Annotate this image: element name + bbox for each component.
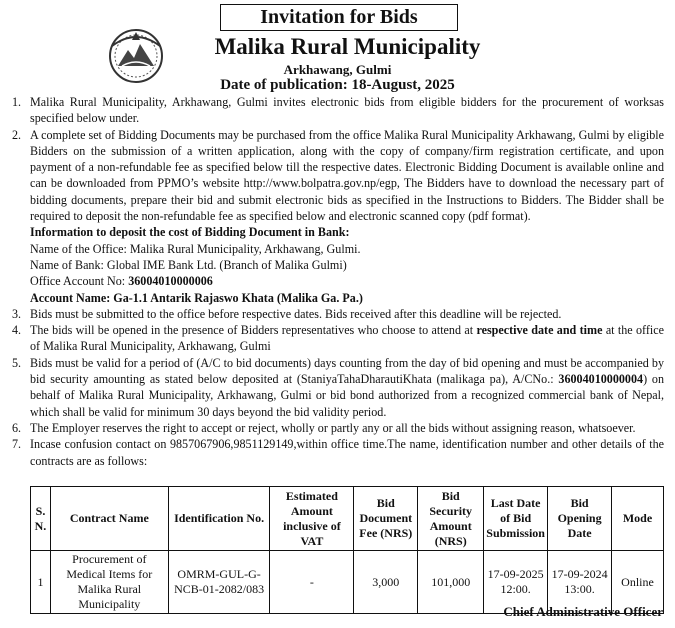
organization-name: Malika Rural Municipality — [214, 34, 481, 59]
bank-name: Name of Bank: Global IME Bank Ltd. (Branch of Malika Gulmi) — [30, 257, 347, 272]
notice-title: Invitation for Bids — [220, 4, 458, 31]
item-text: Bids must be submitted to the office before respective dates. Bids received after this deadline will be rejected. — [30, 306, 562, 321]
notice-body — [9, 94, 664, 469]
item-number: 6. — [12, 420, 22, 435]
item-number: 4. — [12, 323, 22, 338]
cell-estimated-amount: - — [270, 551, 354, 614]
office-name: Name of the Office: Malika Rural Municipality, Arkhawang, Gulmi. — [30, 241, 361, 256]
organization-address: Arkhawang, Gulmi — [283, 62, 392, 77]
header-identification-no: Identification No. — [168, 487, 270, 551]
list-item: 5. Bids must be valid for a period of (A/C to bid documents) days counting from the day of bid opening and must be accompanied by bid security amounting as stated below deposited at (StaniyaTahaDharautiKhata (malikaga pa), A/CNo.: 36004010000004) on behalf of Malika Rural Municipality, Arkhawang, Gulmi or bid bond authorized from a recognized commercial bank of Nepal, which shall be valid for minimum 30 days beyond the bid validity period. — [12, 355, 664, 419]
header-mode: Mode — [612, 487, 664, 551]
cell-opening-date: 17-09-2024 13:00. — [548, 551, 612, 614]
header-sn: S. N. — [31, 487, 51, 551]
list-item — [9, 420, 664, 436]
item-number: 5. — [12, 355, 22, 370]
item-text: The Employer reserves the right to accept or reject, wholly or partly any or all the bids without assigning reason, whatsoever. — [30, 420, 636, 435]
cell-sn: 1 — [31, 551, 51, 614]
item-number: 3. — [12, 306, 22, 321]
header-last-date: Last Date of Bid Submission — [484, 487, 548, 551]
cell-bid-document-fee: 3,000 — [354, 551, 418, 614]
list-item — [9, 94, 664, 127]
item-text: Incase confusion contact on 9857067906,9851129149,within office time.The name, identification number and other details of the contracts are as follows: — [30, 437, 664, 468]
item-number: 2. — [12, 127, 22, 142]
publication-date: Date of publication: 18-August, 2025 — [220, 77, 455, 93]
list-item — [9, 306, 664, 322]
cell-identification-no: OMRM-GUL-G-NCB-01-2082/083 — [168, 551, 270, 614]
deposit-heading: Information to deposit the cost of Bidding Document in Bank: — [30, 225, 350, 240]
item-text: A complete set of Bidding Documents may be purchased from the office Malika Rural Municipality Arkhawang, Gulmi by eligible Bidders on the submission of a written application, along with the copy of company/firm registration certificate, and upon payment of a non-refundable fee as specified below till the respective dates. Electronic Bidding Document is available online and can be downloaded from PPMO’s website http://www.bolpatra.gov.np/egp, The Bidders have to download the necessary part of bidding documents, prepare their bid and submit electronic bids as specified in the Instructions to Bidders. The Bidder shall be required to deposit the non-refundable fee as specified below and electronic scanned copy (pdf format). — [30, 127, 664, 224]
contracts-table — [30, 486, 664, 614]
header-estimated-amount: Estimated Amount inclusive of VAT — [270, 487, 354, 551]
table-header-row — [31, 487, 664, 551]
cell-mode: Online — [612, 551, 664, 614]
cell-contract-name: Procurement of Medical Items for Malika Rural Municipality — [50, 551, 168, 614]
item-number: 1. — [12, 95, 22, 109]
list-item: 4. The bids will be opened in the presence of Bidders representatives who choose to attend at respective date and time at the office of Malika Rural Municipality, Arkhawang, Gulmi — [12, 323, 664, 354]
header-bid-security: Bid Security Amount (NRS) — [418, 487, 484, 551]
office-account: Office Account No: 36004010000006 — [30, 274, 213, 289]
cell-last-date: 17-09-2025 12:00. — [484, 551, 548, 614]
item-number: 7. — [12, 437, 22, 452]
signature-title: Chief Administrative Officer — [503, 604, 663, 619]
header-contract-name: Contract Name — [50, 487, 168, 551]
account-name: Account Name: Ga-1.1 Antarik Rajaswo Khata (Malika Ga. Pa.) — [30, 290, 363, 305]
item-text: Malika Rural Municipality, Arkhawang, Gulmi invites electronic bids from eligible bidders for the procurement of worksas specified below under. — [30, 95, 664, 126]
cell-bid-security: 101,000 — [418, 551, 484, 614]
header-bid-document-fee: Bid Document Fee (NRS) — [354, 487, 418, 551]
list-item — [9, 127, 664, 225]
header-opening-date: Bid Opening Date — [548, 487, 612, 551]
list-item — [9, 436, 664, 469]
